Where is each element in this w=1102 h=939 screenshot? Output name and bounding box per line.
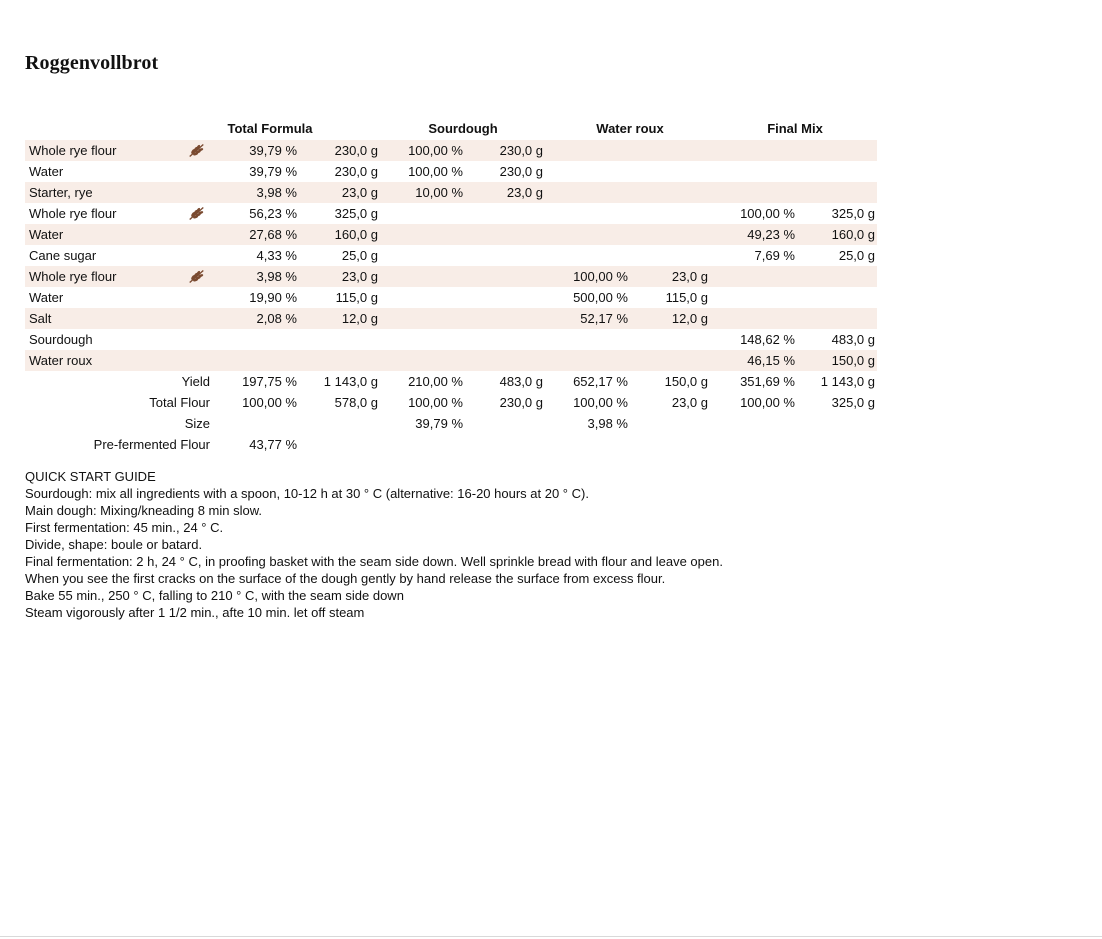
total-formula-grams: 115,0 g	[335, 290, 378, 305]
header-sourdough: Sourdough	[428, 121, 498, 136]
guide-line: Final fermentation: 2 h, 24 ° C, in proofing basket with the seam side down. Well sprinkle bread with flour and leave open.	[25, 554, 723, 569]
final-mix-grams: 160,0 g	[831, 227, 875, 242]
final-mix-percent: 100,00 %	[740, 206, 795, 221]
final-mix-grams: 483,0 g	[831, 332, 875, 347]
total-formula-percent: 39,79 %	[249, 164, 297, 179]
table-row	[25, 161, 877, 182]
final-mix-percent: 148,62 %	[740, 332, 795, 347]
bottom-divider	[0, 936, 1102, 937]
total-formula-percent: 56,23 %	[249, 206, 297, 221]
ingredient-name: Whole rye flour	[29, 143, 117, 158]
sourdough-percent: 10,00 %	[415, 185, 463, 200]
table-row	[25, 140, 877, 161]
sourdough-grams: 230,0 g	[499, 395, 543, 410]
water-roux-grams: 12,0 g	[671, 311, 708, 326]
sourdough-grams: 230,0 g	[499, 143, 543, 158]
table-row	[25, 350, 877, 371]
water-roux-percent: 652,17 %	[573, 374, 628, 389]
sourdough-percent: 100,00 %	[408, 143, 463, 158]
header-water-roux: Water roux	[596, 121, 664, 136]
final-mix-grams: 1 143,0 g	[820, 374, 875, 389]
water-roux-grams: 23,0 g	[671, 269, 708, 284]
water-roux-percent: 500,00 %	[573, 290, 628, 305]
table-row	[25, 308, 877, 329]
water-roux-grams: 150,0 g	[664, 374, 708, 389]
total-formula-percent: 3,98 %	[256, 185, 297, 200]
final-mix-percent: 7,69 %	[754, 248, 795, 263]
total-formula-grams: 578,0 g	[334, 395, 378, 410]
sourdough-grams: 23,0 g	[506, 185, 543, 200]
final-mix-grams: 325,0 g	[831, 206, 875, 221]
ingredient-name: Cane sugar	[29, 248, 97, 263]
table-row	[25, 224, 877, 245]
guide-line: Bake 55 min., 250 ° C, falling to 210 ° C, with the seam side down	[25, 588, 404, 603]
total-formula-percent: 19,90 %	[249, 290, 297, 305]
water-roux-percent: 100,00 %	[573, 269, 628, 284]
page-title: Roggenvollbrot	[25, 52, 159, 74]
guide-line: Steam vigorously after 1 1/2 min., afte 10 min. let off steam	[25, 605, 365, 620]
header-total-formula: Total Formula	[227, 121, 313, 136]
ingredient-name: Sourdough	[29, 332, 93, 347]
ingredient-name: Whole rye flour	[29, 269, 117, 284]
total-formula-percent: 4,33 %	[256, 248, 297, 263]
total-formula-grams: 23,0 g	[341, 185, 378, 200]
summary-label: Size	[184, 416, 210, 431]
total-formula-percent: 43,77 %	[249, 437, 297, 452]
ingredient-name: Water	[29, 164, 64, 179]
table-row	[25, 245, 877, 266]
total-formula-grams: 230,0 g	[334, 143, 378, 158]
summary-label: Yield	[181, 374, 210, 389]
table-row	[25, 287, 877, 308]
ingredient-name: Salt	[29, 311, 52, 326]
sourdough-percent: 100,00 %	[408, 395, 463, 410]
wheat-icon	[188, 269, 205, 284]
total-formula-percent: 197,75 %	[242, 374, 297, 389]
final-mix-grams: 325,0 g	[831, 395, 875, 410]
guide-line: Divide, shape: boule or batard.	[25, 537, 203, 552]
table-row	[25, 329, 877, 350]
sourdough-percent: 39,79 %	[415, 416, 463, 431]
summary-label: Pre-fermented Flour	[93, 437, 210, 452]
total-formula-grams: 160,0 g	[334, 227, 378, 242]
final-mix-percent: 49,23 %	[747, 227, 795, 242]
guide-line: Main dough: Mixing/kneading 8 min slow.	[25, 503, 263, 518]
water-roux-percent: 3,98 %	[587, 416, 628, 431]
summary-label: Total Flour	[149, 395, 210, 410]
sourdough-percent: 210,00 %	[408, 374, 463, 389]
total-formula-percent: 100,00 %	[242, 395, 297, 410]
sourdough-grams: 230,0 g	[499, 164, 543, 179]
final-mix-percent: 351,69 %	[740, 374, 795, 389]
summary-row	[25, 392, 877, 413]
water-roux-percent: 52,17 %	[580, 311, 628, 326]
table-row	[25, 203, 877, 224]
sourdough-percent: 100,00 %	[408, 164, 463, 179]
total-formula-grams: 23,0 g	[341, 269, 378, 284]
final-mix-grams: 150,0 g	[831, 353, 875, 368]
wheat-icon	[188, 206, 205, 221]
summary-rows	[25, 371, 877, 455]
table-header	[25, 118, 877, 140]
ingredient-name: Water	[29, 290, 64, 305]
table-row	[25, 266, 877, 287]
final-mix-percent: 46,15 %	[747, 353, 795, 368]
guide-line: Sourdough: mix all ingredients with a spoon, 10-12 h at 30 ° C (alternative: 16-20 hours at 20 ° C).	[25, 486, 589, 501]
total-formula-grams: 325,0 g	[334, 206, 378, 221]
recipe-table	[25, 118, 877, 455]
wheat-icon	[188, 143, 205, 158]
header-final-mix: Final Mix	[767, 121, 823, 136]
total-formula-grams: 1 143,0 g	[323, 374, 378, 389]
ingredient-name: Starter, rye	[29, 185, 93, 200]
water-roux-grams: 115,0 g	[665, 290, 708, 305]
guide-line: When you see the first cracks on the surface of the dough gently by hand release the surface from excess flour.	[25, 571, 666, 586]
guide-heading: QUICK START GUIDE	[25, 469, 156, 484]
total-formula-grams: 12,0 g	[341, 311, 378, 326]
final-mix-grams: 25,0 g	[838, 248, 875, 263]
ingredient-name: Water	[29, 227, 64, 242]
sourdough-grams: 483,0 g	[499, 374, 543, 389]
total-formula-percent: 27,68 %	[249, 227, 297, 242]
water-roux-percent: 100,00 %	[573, 395, 628, 410]
total-formula-percent: 39,79 %	[249, 143, 297, 158]
table-row	[25, 182, 877, 203]
final-mix-percent: 100,00 %	[740, 395, 795, 410]
summary-row	[25, 434, 877, 455]
total-formula-percent: 2,08 %	[256, 311, 297, 326]
ingredient-name: Whole rye flour	[29, 206, 117, 221]
ingredient-rows	[25, 140, 877, 371]
total-formula-grams: 230,0 g	[334, 164, 378, 179]
guide-line: First fermentation: 45 min., 24 ° C.	[25, 520, 224, 535]
summary-row	[25, 371, 877, 392]
total-formula-percent: 3,98 %	[256, 269, 297, 284]
quick-start-guide	[25, 468, 723, 621]
ingredient-name: Water roux	[29, 353, 93, 368]
total-formula-grams: 25,0 g	[341, 248, 378, 263]
summary-row	[25, 413, 877, 434]
water-roux-grams: 23,0 g	[671, 395, 708, 410]
